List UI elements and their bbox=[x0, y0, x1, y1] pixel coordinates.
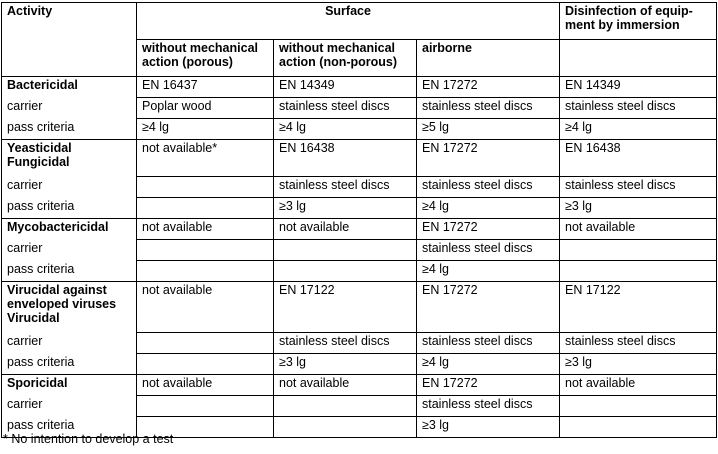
cell-porous bbox=[137, 198, 274, 219]
activity-name: Sporicidal bbox=[2, 375, 137, 396]
carrier-row bbox=[2, 177, 717, 198]
cell-airborne: ≥4 lg bbox=[417, 261, 560, 282]
subheader-porous: without mechanical action (porous) bbox=[137, 40, 274, 77]
row-label: carrier bbox=[2, 333, 137, 354]
cell-airborne: ≥5 lg bbox=[417, 119, 560, 140]
subheader-immersion-empty bbox=[560, 40, 717, 77]
cell-immersion bbox=[560, 417, 717, 438]
header-surface: Surface bbox=[137, 3, 560, 40]
cell-airborne: ≥3 lg bbox=[417, 417, 560, 438]
cell-immersion: not available bbox=[560, 375, 717, 396]
row-label: pass criteria bbox=[2, 119, 137, 140]
activity-row bbox=[2, 140, 717, 177]
activity-row bbox=[2, 219, 717, 240]
activity-name: Yeasticidal Fungicidal bbox=[2, 140, 137, 177]
row-label: pass criteria bbox=[2, 198, 137, 219]
cell-airborne: EN 17272 bbox=[417, 219, 560, 240]
cell-airborne: EN 17272 bbox=[417, 282, 560, 333]
cell-immersion bbox=[560, 240, 717, 261]
cell-airborne: stainless steel discs bbox=[417, 333, 560, 354]
cell-nonporous: EN 14349 bbox=[274, 77, 417, 98]
activity-row bbox=[2, 375, 717, 396]
pass-criteria-row bbox=[2, 198, 717, 219]
cell-nonporous: not available bbox=[274, 219, 417, 240]
cell-nonporous: ≥3 lg bbox=[274, 354, 417, 375]
carrier-row bbox=[2, 396, 717, 417]
cell-immersion: ≥3 lg bbox=[560, 354, 717, 375]
cell-airborne: ≥4 lg bbox=[417, 198, 560, 219]
cell-airborne: EN 17272 bbox=[417, 140, 560, 177]
cell-immersion: EN 17122 bbox=[560, 282, 717, 333]
pass-criteria-row bbox=[2, 261, 717, 282]
activity-row bbox=[2, 77, 717, 98]
cell-nonporous: stainless steel discs bbox=[274, 177, 417, 198]
cell-nonporous bbox=[274, 261, 417, 282]
activity-name: Bactericidal bbox=[2, 77, 137, 98]
cell-porous bbox=[137, 261, 274, 282]
cell-immersion bbox=[560, 396, 717, 417]
subheader-airborne: airborne bbox=[417, 40, 560, 77]
cell-nonporous: stainless steel discs bbox=[274, 333, 417, 354]
cell-nonporous: ≥3 lg bbox=[274, 198, 417, 219]
cell-nonporous bbox=[274, 417, 417, 438]
cell-immersion: EN 14349 bbox=[560, 77, 717, 98]
cell-immersion: not available bbox=[560, 219, 717, 240]
cell-nonporous: stainless steel discs bbox=[274, 98, 417, 119]
cell-immersion bbox=[560, 261, 717, 282]
cell-airborne: stainless steel discs bbox=[417, 396, 560, 417]
row-label: pass criteria bbox=[2, 354, 137, 375]
carrier-row bbox=[2, 333, 717, 354]
header-immersion: Disinfection of equip-ment by immersion bbox=[560, 3, 717, 40]
subheader-nonporous: without mechanical action (non-porous) bbox=[274, 40, 417, 77]
cell-porous bbox=[137, 396, 274, 417]
cell-porous: not available bbox=[137, 219, 274, 240]
cell-porous bbox=[137, 177, 274, 198]
cell-porous: not available* bbox=[137, 140, 274, 177]
cell-porous bbox=[137, 240, 274, 261]
header-activity: Activity bbox=[2, 3, 137, 77]
carrier-row bbox=[2, 98, 717, 119]
cell-immersion: stainless steel discs bbox=[560, 333, 717, 354]
cell-nonporous bbox=[274, 240, 417, 261]
cell-immersion: stainless steel discs bbox=[560, 177, 717, 198]
row-label: carrier bbox=[2, 240, 137, 261]
cell-airborne: EN 17272 bbox=[417, 375, 560, 396]
pass-criteria-row bbox=[2, 354, 717, 375]
cell-porous: not available bbox=[137, 282, 274, 333]
carrier-row bbox=[2, 240, 717, 261]
cell-immersion: stainless steel discs bbox=[560, 98, 717, 119]
cell-porous bbox=[137, 354, 274, 375]
cell-nonporous: EN 16438 bbox=[274, 140, 417, 177]
cell-porous bbox=[137, 333, 274, 354]
activity-name: Virucidal against enveloped viruses Virucidal bbox=[2, 282, 137, 333]
cell-nonporous bbox=[274, 396, 417, 417]
cell-airborne: stainless steel discs bbox=[417, 177, 560, 198]
cell-airborne: ≥4 lg bbox=[417, 354, 560, 375]
cell-immersion: ≥4 lg bbox=[560, 119, 717, 140]
cell-nonporous: EN 17122 bbox=[274, 282, 417, 333]
row-label: pass criteria bbox=[2, 261, 137, 282]
activity-name: Mycobactericidal bbox=[2, 219, 137, 240]
cell-airborne: stainless steel discs bbox=[417, 240, 560, 261]
cell-porous: EN 16437 bbox=[137, 77, 274, 98]
header-row bbox=[2, 3, 717, 40]
pass-criteria-row bbox=[2, 119, 717, 140]
row-label: carrier bbox=[2, 98, 137, 119]
row-label: carrier bbox=[2, 177, 137, 198]
row-label: carrier bbox=[2, 396, 137, 417]
cell-porous: ≥4 lg bbox=[137, 119, 274, 140]
footnote: * No intention to develop a test bbox=[3, 432, 174, 446]
disinfection-standards-table bbox=[1, 2, 717, 438]
cell-airborne: stainless steel discs bbox=[417, 98, 560, 119]
cell-nonporous: not available bbox=[274, 375, 417, 396]
row-label: pass criteria bbox=[2, 417, 137, 438]
cell-immersion: ≥3 lg bbox=[560, 198, 717, 219]
cell-nonporous: ≥4 lg bbox=[274, 119, 417, 140]
cell-porous: not available bbox=[137, 375, 274, 396]
cell-immersion: EN 16438 bbox=[560, 140, 717, 177]
cell-porous: Poplar wood bbox=[137, 98, 274, 119]
activity-row bbox=[2, 282, 717, 333]
cell-airborne: EN 17272 bbox=[417, 77, 560, 98]
